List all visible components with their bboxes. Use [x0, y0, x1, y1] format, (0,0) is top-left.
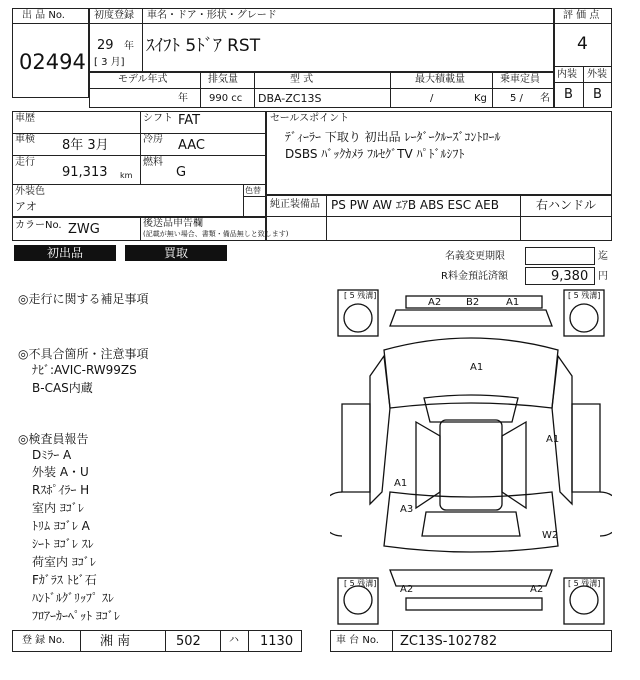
damage-mark-a1-side: A1	[546, 434, 560, 445]
capacity-unit: 名	[540, 93, 550, 104]
shift-label: シフト	[143, 113, 173, 124]
tire-rr-icon	[570, 586, 598, 614]
damage-mark-b2-front: B2	[466, 297, 480, 308]
displacement-value: 990 cc	[209, 93, 243, 104]
post-label: 後送品申告欄	[143, 218, 203, 229]
tire-fr-depth: [ 5 残溝]	[568, 291, 601, 300]
max-load-label: 最大積載量	[415, 74, 465, 85]
first-reg-month: [ 3 月]	[94, 57, 125, 68]
capacity-label: 乗車定員	[500, 74, 540, 85]
inspector-line: ﾊﾝﾄﾞﾙｸﾞﾘｯﾌﾟ ｽﾚ	[32, 591, 114, 605]
tire-rr-depth: [ 5 残溝]	[568, 579, 601, 588]
inspector-line: ｼｰﾄ ﾖｺﾞﾚ ｽﾚ	[32, 537, 94, 551]
exterior-grade: B	[593, 87, 602, 102]
inspector-line: ﾌﾛｱｰｶｰﾍﾟｯﾄ ﾖｺﾞﾚ	[32, 609, 120, 623]
deadline-unit: 迄	[598, 251, 608, 262]
car-name: ｽｲﾌﾄ 5ﾄﾞｱ RST	[146, 36, 261, 56]
reg-number: 1130	[260, 634, 294, 649]
name-label: 車名・ドア・形状・グレード	[147, 10, 277, 21]
color-no-value: ZWG	[68, 222, 100, 237]
max-load-unit: Kg	[474, 93, 487, 104]
mileage-unit: km	[120, 171, 133, 180]
tire-fr-icon	[570, 304, 598, 332]
damage-mark-a1-front: A1	[506, 297, 520, 308]
lot-number: 02494	[19, 50, 86, 74]
color-change-label: 色替	[245, 186, 261, 195]
tire-fl-icon	[344, 304, 372, 332]
tire-rl-icon	[344, 586, 372, 614]
color-no-label: カラーNo.	[15, 220, 62, 231]
damage-mark-a2-rear-left: A2	[400, 584, 414, 595]
inspection-value: 8年 3月	[62, 138, 109, 153]
post-note: (記載が無い場合、書類・備品無しと致します)	[143, 230, 289, 238]
tire-fl-depth: [ 5 残溝]	[344, 291, 377, 300]
sales-line-2: DSBS ﾊﾞｯｸｶﾒﾗ ﾌﾙｾｸﾞTV ﾊﾟﾄﾞﾙｼﾌﾄ	[285, 147, 465, 161]
chassis-label: 車 台 No.	[336, 635, 379, 646]
inspector-line: 外装 A・U	[32, 465, 89, 479]
fuel-label: 燃料	[143, 157, 163, 168]
interior-grade: B	[564, 87, 573, 102]
reg-kana: ハ	[229, 635, 239, 646]
chassis-value: ZC13S-102782	[400, 634, 498, 649]
damage-mark-a1-hood: A1	[470, 362, 484, 373]
recycle-unit: 円	[598, 271, 608, 282]
ext-color-label: 外装色	[15, 186, 45, 197]
interior-label: 内装	[557, 69, 577, 80]
deadline-label: 名義変更期限	[445, 251, 505, 262]
inspector-title: ◎検査員報告	[18, 432, 89, 446]
equip-value: PS PW AW ｴｱB ABS ESC AEB	[331, 198, 499, 212]
equip-label: 純正装備品	[270, 199, 320, 210]
inspection-label: 車検	[15, 134, 35, 145]
recycle-label: R料金預託済額	[441, 271, 508, 282]
year-unit: 年	[124, 41, 134, 52]
reg-area: 湘 南	[100, 634, 131, 649]
exterior-label: 外装	[587, 69, 607, 80]
spec-box	[12, 111, 266, 217]
steering-value: 右ハンドル	[536, 198, 597, 212]
defects-title: ◎不具合箇所・注意事項	[18, 347, 149, 361]
type-label: 型 式	[290, 74, 314, 85]
purchase-badge: 買取	[125, 245, 227, 261]
model-year-value: 年	[178, 93, 188, 104]
inspector-line: 室内 ﾖｺﾞﾚ	[32, 501, 84, 515]
hood-outline	[384, 338, 558, 408]
sales-line-1: ﾃﾞｨｰﾗｰ 下取り 初出品 ﾚｰﾀﾞｰｸﾙｰｽﾞｺﾝﾄﾛｰﾙ	[285, 130, 501, 144]
sales-title: セールスポイント	[270, 113, 350, 124]
capacity-value: 5 /	[510, 93, 523, 104]
trunk-outline	[384, 492, 558, 552]
deadline-field	[525, 247, 595, 265]
reg-label: 登 録 No.	[22, 635, 65, 646]
inspector-line: Rｽﾎﾟｲﾗｰ H	[32, 483, 90, 497]
model-year-label: モデル年式	[118, 74, 168, 85]
damage-mark-a2-front: A2	[428, 297, 442, 308]
shift-value: FAT	[178, 113, 201, 128]
inspector-line: ﾄﾘﾑ ﾖｺﾞﾚ A	[32, 519, 90, 533]
ac-value: AAC	[178, 138, 205, 153]
first-reg-year: 29	[97, 38, 114, 53]
mileage-value: 91,313	[62, 165, 108, 180]
car-damage-diagram	[330, 286, 612, 630]
displacement-label: 排気量	[208, 74, 238, 85]
mileage-label: 走行	[15, 157, 35, 168]
eval-label: 評 価 点	[563, 10, 600, 21]
max-load-value: /	[430, 93, 434, 104]
first-listing-badge: 初出品	[14, 245, 116, 261]
reg-class: 502	[176, 634, 201, 649]
lot-label: 出 品 No.	[22, 10, 65, 21]
history-label: 車歴	[15, 113, 35, 124]
damage-mark-a3: A3	[400, 504, 414, 515]
inspector-line: Fｶﾞﾗｽ ﾄﾋﾞ石	[32, 573, 97, 587]
driving-notes-title: ◎走行に関する補足事項	[18, 292, 149, 306]
defect-line: ﾅﾋﾞ:AVIC-RW99ZS	[32, 363, 137, 377]
ac-label: 冷房	[143, 134, 163, 145]
recycle-value: 9,380	[551, 269, 589, 284]
defect-line: B-CAS内蔵	[32, 381, 93, 395]
ext-color-value: アオ	[15, 200, 37, 213]
type-value: DBA-ZC13S	[258, 92, 322, 105]
damage-mark-a2-rear-right: A2	[530, 584, 544, 595]
damage-mark-w2: W2	[542, 530, 559, 541]
inspector-line: 荷室内 ﾖｺﾞﾚ	[32, 555, 96, 569]
damage-mark-a1-left: A1	[394, 478, 408, 489]
eval-score: 4	[577, 34, 588, 54]
tire-rl-depth: [ 5 残溝]	[344, 579, 377, 588]
inspector-line: Dﾐﾗｰ A	[32, 448, 72, 462]
fuel-value: G	[176, 165, 187, 180]
first-reg-label: 初度登録	[94, 10, 134, 21]
